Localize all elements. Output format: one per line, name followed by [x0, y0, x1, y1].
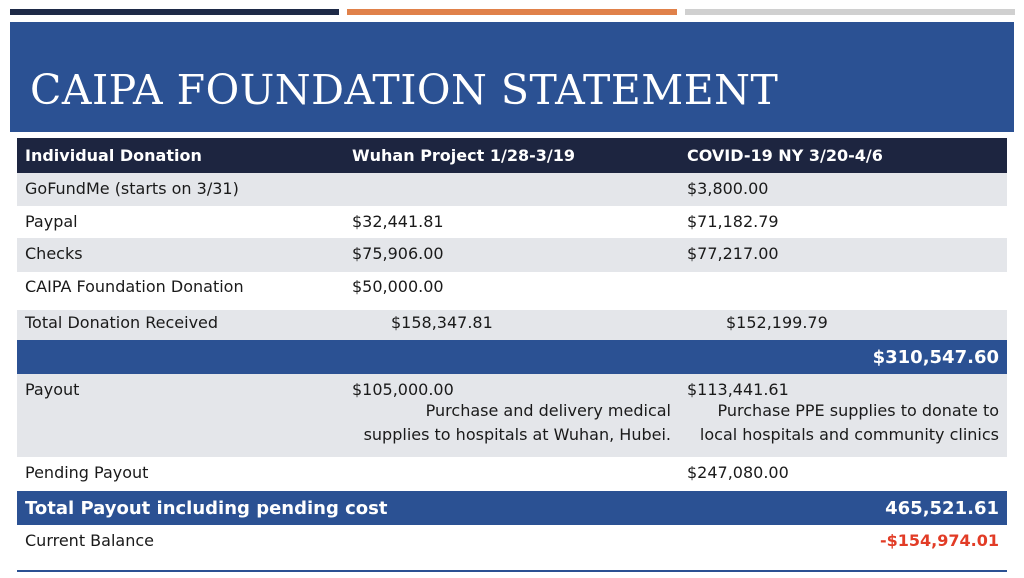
row-payout: [17, 374, 1007, 457]
accent-bar-navy: [10, 9, 339, 15]
payout-wuhan-amount: $105,000.00: [352, 380, 454, 399]
gofundme-label: GoFundMe (starts on 3/31): [25, 179, 239, 198]
grand-total-value: $310,547.60: [872, 346, 999, 368]
header-covid-ny: COVID-19 NY 3/20-4/6: [687, 146, 883, 165]
total-payout-label: Total Payout including pending cost: [25, 497, 388, 519]
row-gofundme: [17, 173, 1007, 206]
row-paypal: [17, 206, 1007, 238]
pending-label: Pending Payout: [25, 463, 149, 482]
gofundme-covid: $3,800.00: [687, 179, 769, 198]
statement-table: [17, 138, 1007, 559]
checks-label: Checks: [25, 244, 83, 263]
paypal-label: Paypal: [25, 212, 78, 231]
checks-wuhan: $75,906.00: [352, 244, 444, 263]
payout-covid-desc-1: Purchase PPE supplies to donate to: [717, 401, 999, 420]
row-checks: [17, 238, 1007, 272]
bottom-divider: [17, 570, 1007, 572]
title-banner: [10, 22, 1014, 132]
paypal-wuhan: $32,441.81: [352, 212, 444, 231]
payout-wuhan-desc-2: supplies to hospitals at Wuhan, Hubei.: [363, 425, 671, 444]
gofundme-wuhan: [344, 173, 679, 206]
total-received-wuhan: $158,347.81: [391, 313, 493, 332]
payout-covid-desc-2: local hospitals and community clinics: [699, 425, 999, 444]
pending-wuhan: [344, 457, 679, 491]
payout-covid-amount: $113,441.61: [687, 380, 789, 399]
paypal-covid: $71,182.79: [687, 212, 779, 231]
foundation-label: CAIPA Foundation Donation: [25, 277, 244, 296]
row-pending-payout: [17, 457, 1007, 491]
row-total-payout: [17, 491, 1007, 525]
checks-covid: $77,217.00: [687, 244, 779, 263]
accent-bar-gray: [685, 9, 1015, 15]
payout-wuhan-desc-1: Purchase and delivery medical: [425, 401, 671, 420]
total-payout-value: 465,521.61: [885, 497, 999, 519]
pending-covid: $247,080.00: [687, 463, 789, 482]
total-received-label: Total Donation Received: [25, 313, 219, 332]
row-caipa-foundation-donation: [17, 272, 1007, 310]
header-wuhan-project: Wuhan Project 1/28-3/19: [352, 146, 575, 165]
foundation-wuhan: $50,000.00: [352, 277, 444, 296]
row-total-donation-received: [17, 310, 1007, 340]
table-header-row: [17, 138, 1007, 173]
foundation-covid: [679, 272, 1007, 310]
row-grand-total: [17, 340, 1007, 374]
page-title: CAIPA FOUNDATION STATEMENT: [30, 66, 779, 114]
balance-value: -$154,974.01: [880, 531, 999, 550]
payout-label: Payout: [25, 380, 80, 399]
payout-covid-cell: [679, 374, 1007, 457]
balance-label: Current Balance: [25, 531, 154, 550]
total-received-covid: $152,199.79: [726, 313, 828, 332]
header-individual-donation: Individual Donation: [25, 146, 202, 165]
payout-wuhan-cell: [344, 374, 679, 457]
row-current-balance: [17, 525, 1007, 559]
accent-bar-orange: [347, 9, 677, 15]
